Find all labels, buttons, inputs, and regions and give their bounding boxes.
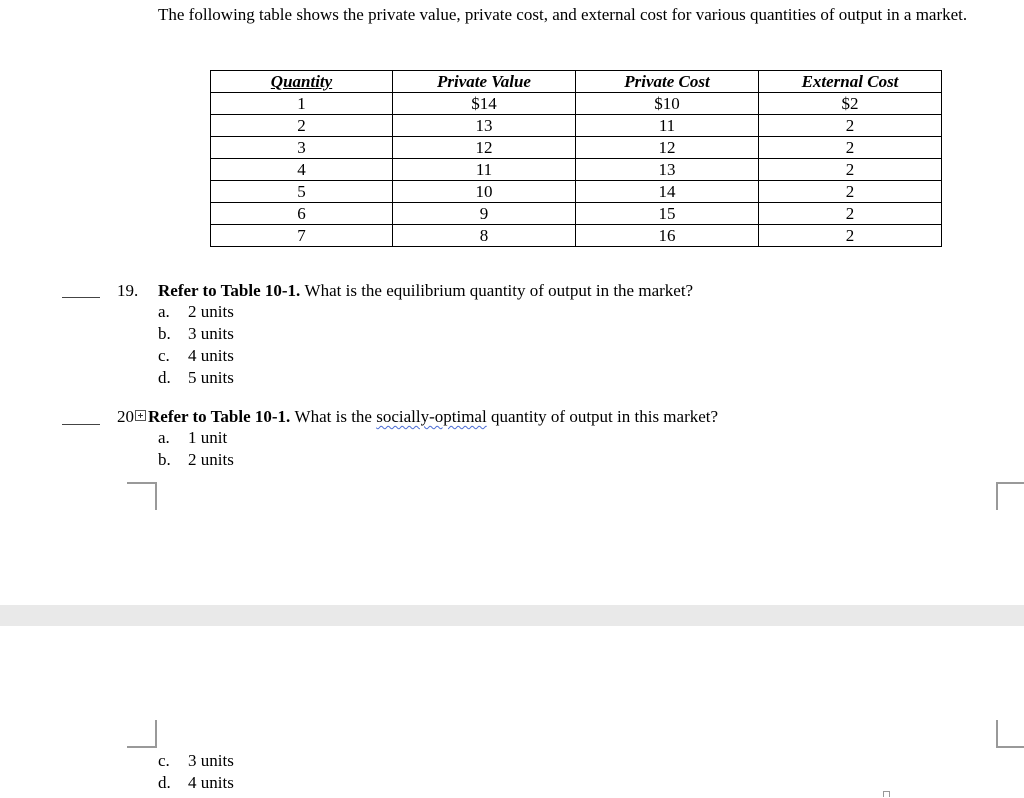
table-cell: 13 [393,115,576,137]
option-20a[interactable] [158,427,227,449]
table-cell: 2 [759,115,942,137]
table-cell: 2 [759,181,942,203]
question-20 [117,406,718,428]
table-cell: 5 [211,181,393,203]
option-letter: b. [158,450,171,469]
option-text: 1 unit [188,428,228,447]
option-text: 3 units [188,751,234,770]
table-cell: 12 [393,137,576,159]
table-cell: 10 [393,181,576,203]
margin-corner-mark [127,482,157,510]
table-cell: 2 [211,115,393,137]
table-row [211,203,942,225]
table-cell: 2 [759,203,942,225]
table-cell: 11 [393,159,576,181]
option-20c[interactable] [158,750,234,772]
option-19d[interactable] [158,367,234,389]
table-cell: 2 [759,137,942,159]
table-cell: 8 [393,225,576,247]
header-quantity: Quantity [211,71,393,93]
table-cell: 2 [759,225,942,247]
option-letter: a. [158,428,170,447]
table-cell: 2 [759,159,942,181]
question-ref: Refer to Table 10-1. [148,407,291,426]
table-cell: 11 [576,115,759,137]
table-row [211,115,942,137]
table-header-row [211,71,942,93]
answer-blank-19[interactable] [62,297,100,298]
question-number: 19. [117,281,139,300]
data-table [210,70,942,247]
option-text: 4 units [188,346,234,365]
answer-blank-20[interactable] [62,424,100,425]
table-cell: 7 [211,225,393,247]
margin-corner-mark [996,482,1024,510]
question-number: 20 [117,407,134,426]
option-text: 3 units [188,324,234,343]
option-20d[interactable] [158,772,234,794]
option-letter: d. [158,368,171,387]
question-text: What is the equilibrium quantity of output in the market? [304,281,694,300]
option-letter: c. [158,346,170,365]
table-cell: 12 [576,137,759,159]
table-cell: $2 [759,93,942,115]
anchor-marker [883,791,890,797]
table-row [211,137,942,159]
table-row [211,93,942,115]
option-19a[interactable] [158,301,234,323]
table-cell: 16 [576,225,759,247]
option-text: 2 units [188,450,234,469]
header-private-cost: Private Cost [576,71,759,93]
question-ref: Refer to Table 10-1. [158,281,301,300]
question-19 [117,280,693,302]
option-19b[interactable] [158,323,234,345]
document-page-2 [0,626,1024,798]
option-letter: c. [158,751,170,770]
question-text: What is the [294,407,372,426]
table-cell: $14 [393,93,576,115]
header-external-cost: External Cost [759,71,942,93]
table-cell: 4 [211,159,393,181]
table-cell: 6 [211,203,393,225]
move-handle-icon[interactable] [135,410,146,421]
table-cell: $10 [576,93,759,115]
question-text-end: quantity of output in this market? [490,407,719,426]
option-letter: d. [158,773,171,792]
intro-paragraph: The following table shows the private value, private cost, and external cost for various quantities of output in a market. [158,5,968,24]
table-row [211,225,942,247]
table-cell: 9 [393,203,576,225]
table-cell: 14 [576,181,759,203]
table-row [211,159,942,181]
option-text: 5 units [188,368,234,387]
option-text: 2 units [188,302,234,321]
header-private-value: Private Value [393,71,576,93]
margin-corner-mark [996,720,1024,748]
table-cell: 13 [576,159,759,181]
option-letter: b. [158,324,171,343]
option-letter: a. [158,302,170,321]
table-cell: 3 [211,137,393,159]
spellcheck-underlined-word[interactable]: socially-optimal [376,407,487,426]
table-row [211,181,942,203]
table-cell: 15 [576,203,759,225]
option-19c[interactable] [158,345,234,367]
option-text: 4 units [188,773,234,792]
margin-corner-mark [127,720,157,748]
option-20b[interactable] [158,449,234,471]
table-cell: 1 [211,93,393,115]
